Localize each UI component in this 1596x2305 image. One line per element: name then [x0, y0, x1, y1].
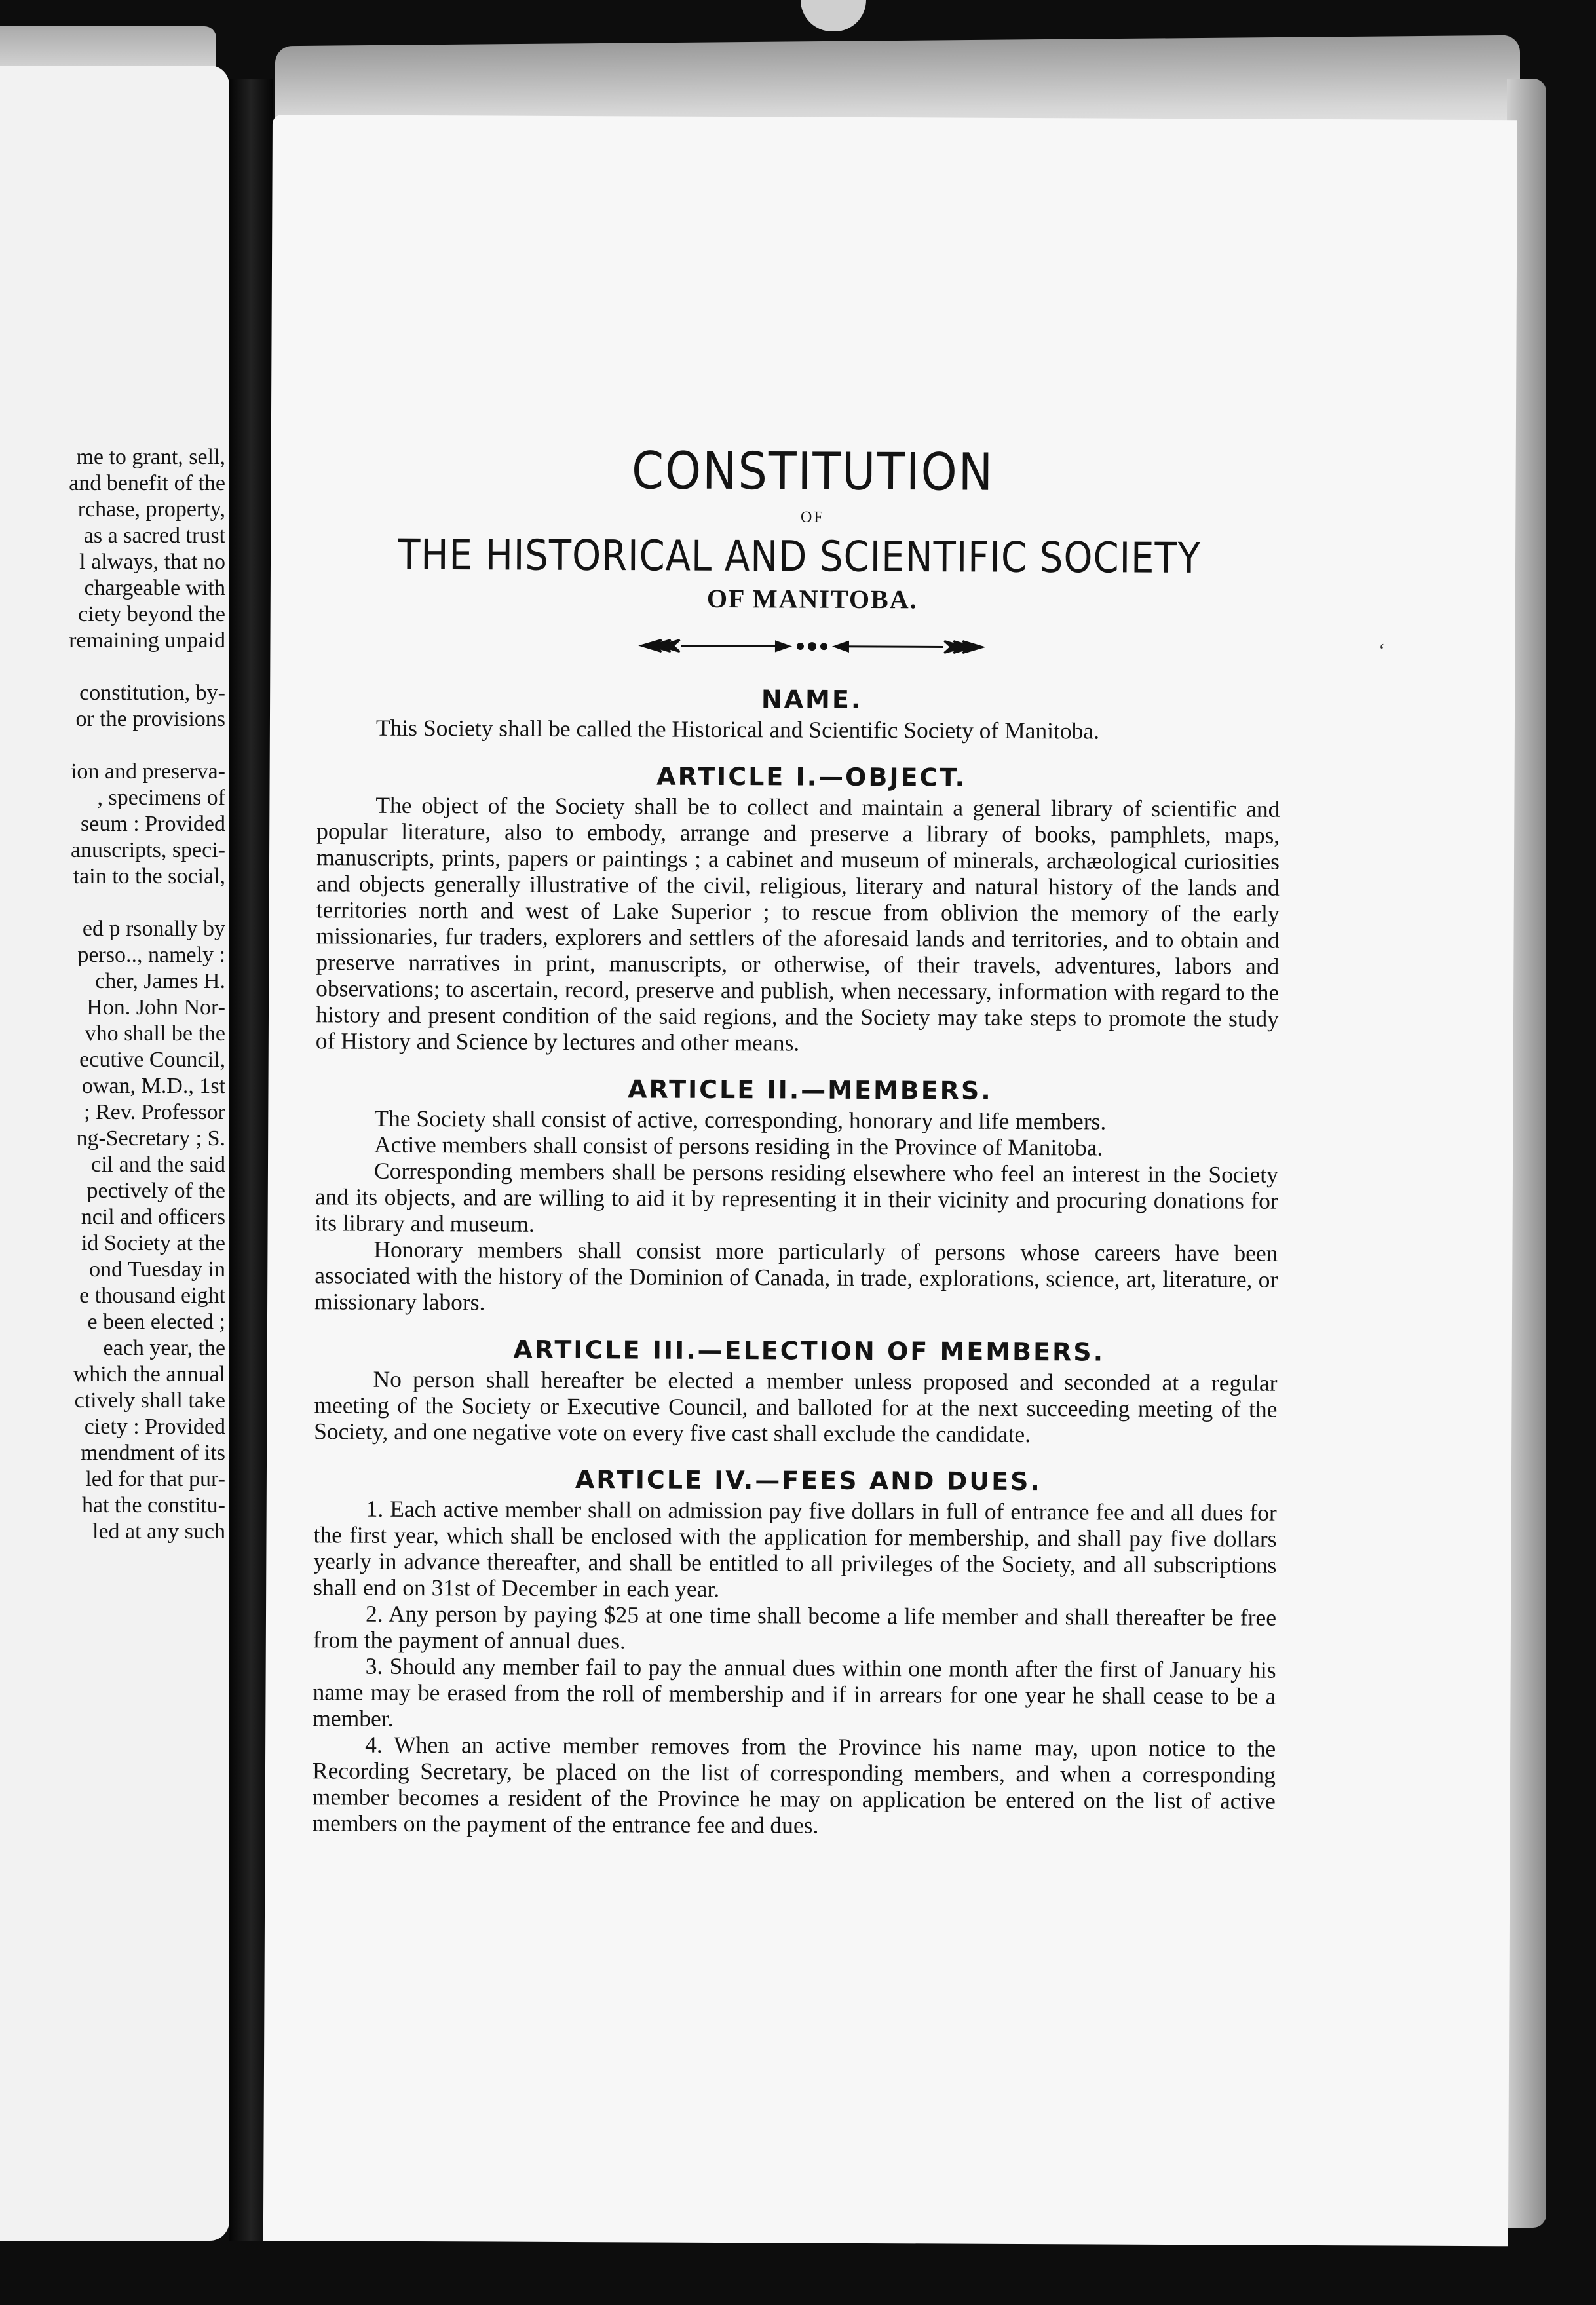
left-page-line: e thousand eight	[79, 1284, 225, 1308]
section-paragraph: 2. Any person by paying $25 at one time shall become a life member and shall thereafter be free from the payment of annual dues.	[313, 1600, 1277, 1654]
left-page-line: ; Rev. Professor	[84, 1100, 225, 1124]
province-name: OF MANITOBA.	[706, 583, 918, 615]
title-of: OF	[800, 508, 825, 526]
left-page-line: remaining unpaid	[69, 628, 225, 653]
section-paragraph: Corresponding members shall be persons residing elsewhere who feel an interest in the Society and its objects, and are willing to aid it by representing it in their vicinity and procuring donations for its library and museum.	[314, 1157, 1279, 1237]
left-page-line: rchase, property,	[77, 497, 225, 522]
left-page-line: Hon. John Nor-	[86, 995, 225, 1019]
left-page-line: cil and the said	[91, 1152, 225, 1177]
ornament-divider	[635, 636, 989, 657]
left-page-line: tain to the social,	[73, 864, 225, 888]
left-page-line: ecutive Council,	[79, 1048, 225, 1072]
section-paragraph: Honorary members shall consist more particularly of persons whose careers have been associated with the history of the Dominion of Canada, in trade, explorations, science, art, literature, or missionary labors.	[314, 1236, 1278, 1316]
section-paragraph: No person shall hereafter be elected a member unless proposed and seconded at a regular meeting of the Society or Executive Council, and balloted for at the next succeeding meeting of the Society, and one negative vote on every five cast shall exclude the candidate.	[314, 1365, 1278, 1448]
left-facing-page	[0, 66, 229, 2241]
left-page-line: led at any such	[92, 1519, 225, 1544]
section-paragraph: 1. Each active member shall on admission pay five dollars in full of entrance fee and all dues for the first year, which shall be enclosed with the application for membership, and shall pay five dollars yearly in advance thereafter, and shall be entitled to all privileges of the Society, and all subscriptions shall end on 31st of December in each year.	[313, 1495, 1277, 1602]
section-heading: ARTICLE IV.—FEES AND DUES.	[575, 1465, 1042, 1496]
left-page-line: seum : Provided	[81, 812, 225, 836]
left-page-line: perso.., namely :	[77, 943, 225, 967]
section-paragraph: The object of the Society shall be to collect and maintain a general library of scientific and popular literature, also to embody, arrange and preserve a library of books, pamphlets, maps, manuscripts, prints, papers or paintings ; a cabinet and museum of minerals, archæological curiosities and objects generally illustrative of the civil, religious, literary and natural history of the lands and territories north and west of Lake Superior ; to rescue from oblivion the memory of the early missionaries, fur traders, explorers and settlers of the aforesaid lands and territories, and to obtain and preserve narratives in print, manuscripts, or otherwise, of their travels, adventures, labors and observations; to ascertain, record, preserve and publish, when necessary, information with regard to the history and present condition of the said regions, and the Society may take steps to promote the study of History and Science by lectures and other means.	[315, 791, 1280, 1056]
left-page-line: which the annual	[73, 1362, 225, 1386]
section-paragraph: The Society shall consist of active, corresponding, honorary and life members.	[374, 1105, 1107, 1135]
left-page-line: me to grant, sell,	[76, 445, 225, 469]
left-page-line: ed p rsonally by	[82, 917, 225, 941]
left-page-line: cher, James H.	[95, 969, 225, 993]
society-name: THE HISTORICAL AND SCIENTIFIC SOCIETY	[398, 530, 1202, 584]
left-page-line: ciety beyond the	[78, 602, 225, 626]
section-paragraph: Active members shall consist of persons residing in the Province of Manitoba.	[374, 1131, 1103, 1161]
section-paragraph: 3. Should any member fail to pay the annual dues within one month after the first of January his name may be erased from the roll of membership and if in arrears for one year he shall cease to be a member.	[313, 1652, 1276, 1732]
section-heading: ARTICLE I.—OBJECT.	[656, 761, 967, 792]
document-title: CONSTITUTION	[631, 440, 995, 503]
left-page-line: each year, the	[103, 1336, 225, 1360]
left-page-line: e been elected ;	[87, 1310, 225, 1334]
left-page-line: , specimens of	[97, 786, 225, 810]
left-page-line: ond Tuesday in	[89, 1257, 225, 1282]
section-heading: NAME.	[761, 685, 863, 714]
left-page-line: led for that pur-	[85, 1467, 225, 1491]
section-heading: ARTICLE II.—MEMBERS.	[628, 1075, 993, 1105]
left-page-line: mendment of its	[81, 1441, 225, 1465]
section-paragraph: 4. When an active member removes from the Province his name may, upon notice to the Recording Secretary, be placed on the list of corresponding members, and when a corresponding member becomes a resident of the Province he may on application be entered on the list of active members on the payment of the entrance fee and dues.	[312, 1731, 1276, 1838]
left-page-line	[0, 654, 225, 680]
left-page-line: or the provisions	[75, 707, 225, 731]
scan-mark: ʻ	[1378, 640, 1385, 661]
left-page-line: ctively shall take	[74, 1388, 225, 1413]
left-page-line: as a sacred trust	[83, 524, 225, 548]
left-page-line: l always, that no	[79, 550, 225, 574]
left-page-line: chargeable with	[84, 576, 225, 600]
left-page-line: constitution, by-	[79, 681, 225, 705]
left-page-line: pectively of the	[86, 1179, 225, 1203]
left-page-line	[0, 733, 225, 759]
ornament-divider-icon	[635, 636, 989, 657]
left-page-line: hat the constitu-	[81, 1493, 225, 1517]
left-page-text	[0, 444, 225, 1545]
left-page-line	[0, 890, 225, 916]
left-page-line: ncil and officers	[81, 1205, 225, 1229]
left-page-line: vho shall be the	[85, 1021, 225, 1046]
document-body	[313, 683, 1281, 1840]
page-content	[313, 442, 1282, 1840]
main-page	[263, 115, 1517, 2246]
left-page-line: and benefit of the	[69, 471, 225, 495]
section-paragraph: This Society shall be called the Historical and Scientific Society of Manitoba.	[375, 714, 1100, 744]
left-page-line: anuscripts, speci-	[70, 838, 225, 862]
left-page-line: owan, M.D., 1st	[81, 1074, 225, 1098]
left-page-line: ng-Secretary ; S.	[76, 1126, 225, 1151]
scan-artifact	[801, 0, 866, 31]
left-page-line: id Society at the	[81, 1231, 225, 1255]
left-page-line: ciety : Provided	[84, 1415, 225, 1439]
section-heading: ARTICLE III.—ELECTION OF MEMBERS.	[513, 1335, 1105, 1367]
left-page-line: ion and preserva-	[70, 759, 225, 784]
